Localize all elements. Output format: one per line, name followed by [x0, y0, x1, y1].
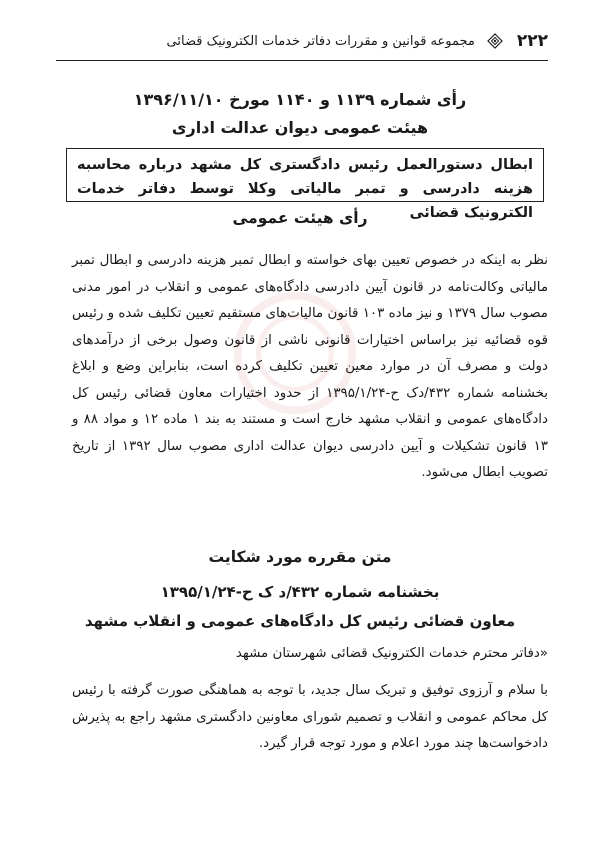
header-divider — [56, 60, 548, 61]
circular-paragraph: با سلام و آرزوی توفیق و تبریک سال جدید، با توجه به هماهنگی صورت گرفته با رئیس کل محاکم عمومی و انقلاب و تصمیم شورای معاونین دادگستری مشهد راجع به پذیرش دادخواست‌ها چند مورد اعلام و مورد توجه قرار گیرد. — [72, 683, 548, 751]
ruling-title-line1: رأی شماره ۱۱۳۹ و ۱۱۴۰ مورخ ۱۳۹۶/۱۱/۱۰ — [133, 90, 467, 109]
general-ruling-paragraph: نظر به اینکه در خصوص تعیین بهای خواسته و ابطال تمبر هزینه دادرسی و ابطال تمبر مالیاتی وکالت‌نامه در قانون آیین دادرسی دادگاه‌های عمومی و انقلاب در امور مدنی مصوب سال ۱۳۷۹ و نیز ماده ۱۰۳ قانون مالیات‌های مستقیم تعیین تکلیف شده و رئیس قوه قضائیه نیز براساس اختیارات قانونی ناشی از قانون وصول برخی از درآمدهای دولت و مصرف آن در موارد معین تعیین تکلیف کرده است، بنابراین وضع و ابلاغ بخشنامه شماره ۴۳۲/دک ح-۱۳۹۵/۱/۲۴ از حدود اختیارات معاون قضائی رئیس کل دادگاه‌های عمومی و انقلاب مشهد خارج است و مستند به بند ۱ ماده ۱۲ و مواد ۸۸ و ۱۳ قانون تشکیلات و آیین دادرسی دیوان عدالت اداری مصوب سال ۱۳۹۲ از تاریخ تصویب ابطال می‌شود. — [72, 253, 548, 480]
page-header — [56, 28, 548, 54]
circular-title-line1: بخشنامه شماره ۴۳۲/د ک ح-۱۳۹۵/۱/۲۴ — [160, 583, 440, 601]
running-title: مجموعه قوانین و مقررات دفاتر خدمات الکترونیک قضائی — [166, 33, 475, 49]
circular-title — [0, 578, 600, 636]
diamond-ornament-icon — [487, 33, 503, 49]
ruling-title-line2: هیئت عمومی دیوان عدالت اداری — [171, 118, 429, 137]
complaint-heading: متن مقرره مورد شکایت — [208, 548, 392, 566]
circular-salutation: «دفاتر محترم خدمات الکترونیک قضائی شهرستان مشهد — [235, 646, 548, 661]
circular-title-line2: معاون قضائی رئیس کل دادگاه‌های عمومی و انقلاب مشهد — [84, 612, 516, 630]
subject-box: ابطال دستورالعمل رئیس دادگستری کل مشهد درباره محاسبه هزینه دادرسی و تمبر مالیاتی وکلا توسط دفاتر خدمات الکترونیک قضائی — [66, 148, 544, 202]
page-number: ۲۲۲ — [516, 31, 548, 51]
general-ruling-heading: رأی هیئت عمومی — [232, 209, 368, 227]
ruling-title — [0, 86, 600, 142]
